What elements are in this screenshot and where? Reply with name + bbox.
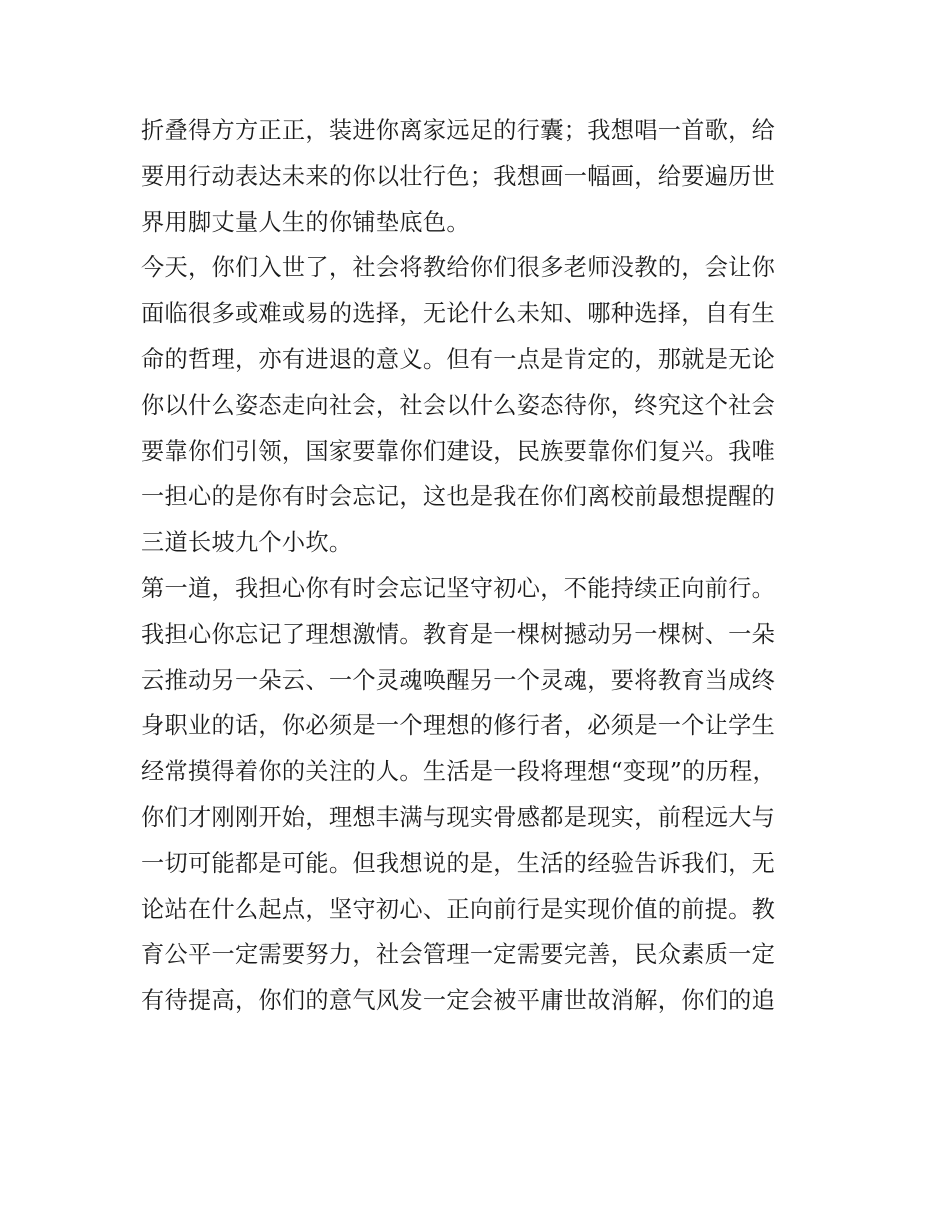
text-line: 有待提高，你们的意气风发一定会被平庸世故消解，你们的追 [141, 987, 776, 1015]
text-line: 身职业的话，你必须是一个理想的修行者，必须是一个让学生 [141, 712, 776, 740]
text-line: 命的哲理，亦有进退的意义。但有一点是肯定的，那就是无论 [141, 345, 776, 373]
text-line: 今天，你们入世了，社会将教给你们很多老师没教的，会让你 [141, 254, 776, 282]
body-text [141, 108, 813, 1024]
text-line: 要用行动表达未来的你以壮行色；我想画一幅画，给要遍历世 [141, 162, 776, 190]
text-line: 我担心你忘记了理想激情。教育是一棵树撼动另一棵树、一朵 [141, 620, 776, 648]
text-line: 育公平一定需要努力，社会管理一定需要完善，民众素质一定 [141, 941, 776, 969]
text-line: 面临很多或难或易的选择，无论什么未知、哪种选择，自有生 [141, 300, 776, 328]
text-line: 一切可能都是可能。但我想说的是，生活的经验告诉我们，无 [141, 849, 776, 877]
text-line: 经常摸得着你的关注的人。生活是一段将理想“变现”的历程， [141, 758, 776, 786]
text-line: 界用脚丈量人生的你铺垫底色。 [141, 208, 470, 236]
text-line: 云推动另一朵云、一个灵魂唤醒另一个灵魂，要将教育当成终 [141, 666, 776, 694]
text-line: 要靠你们引领，国家要靠你们建设，民族要靠你们复兴。我唯 [141, 437, 776, 465]
text-line: 折叠得方方正正，装进你离家远足的行囊；我想唱一首歌，给 [141, 117, 776, 144]
text-line: 论站在什么起点，坚守初心、正向前行是实现价值的前提。教 [141, 895, 776, 923]
text-line: 第一道，我担心你有时会忘记坚守初心，不能持续正向前行。 [141, 574, 776, 602]
text-line: 你们才刚刚开始，理想丰满与现实骨感都是现实，前程远大与 [141, 803, 776, 831]
text-line: 三道长坡九个小坎。 [141, 529, 353, 557]
text-line: 一担心的是你有时会忘记，这也是我在你们离校前最想提醒的 [141, 483, 776, 511]
text-line: 你以什么姿态走向社会，社会以什么姿态待你，终究这个社会 [141, 391, 776, 419]
